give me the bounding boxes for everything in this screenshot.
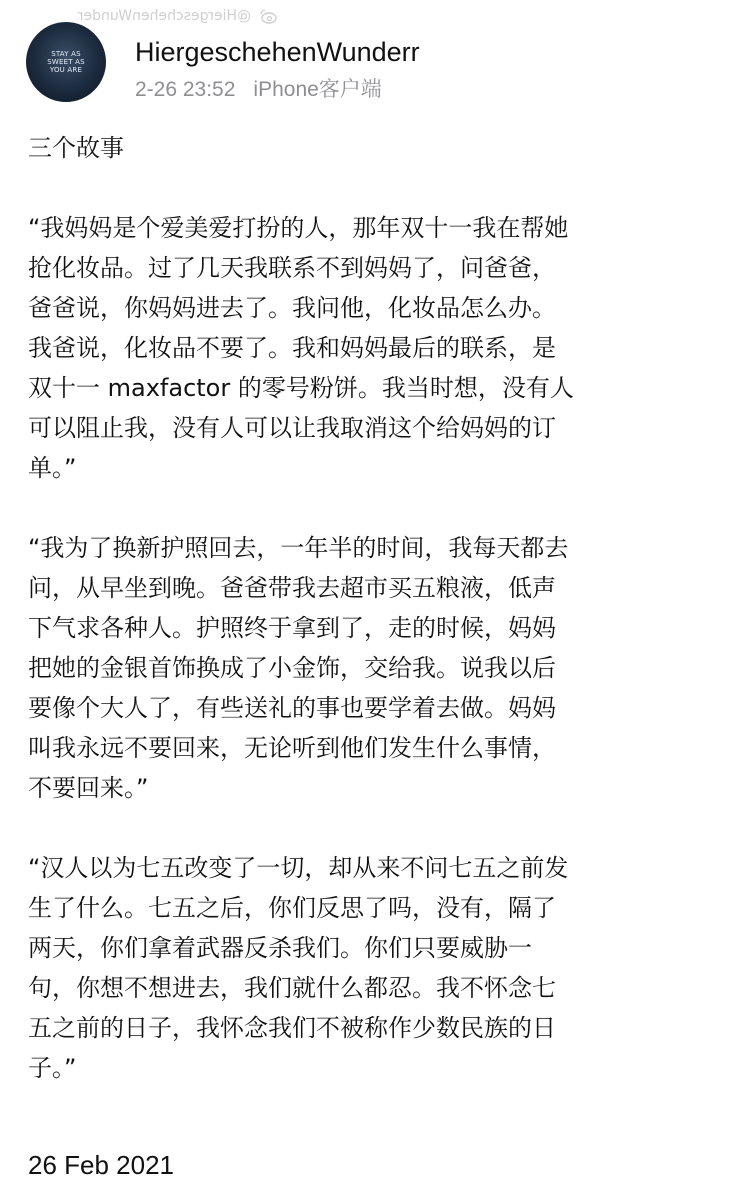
text-line: 抢化妆品。过了几天我联系不到妈妈了，问爸爸， [28,254,556,282]
watermark [7,4,277,28]
text-line: 叫我永远不要回来，无论听到他们发生什么事情， [28,734,556,762]
text-line: 生了什么。七五之后，你们反思了吗，没有，隔了 [28,894,556,922]
text-line: “汉人以为七五改变了一切，却从来不问七五之前发 [28,854,569,882]
text-line: 单。” [28,454,77,482]
post-body [28,128,708,1128]
post-client: iPhone客户端 [253,78,382,101]
post-timestamp: 2-26 23:52 [135,78,236,101]
text-line: “我为了换新护照回去，一年半的时间，我每天都去 [28,534,569,562]
post-date: 26 Feb 2021 [28,1150,175,1180]
story-paragraph-3 [28,848,708,1088]
text-line: 句，你想不想进去，我们就什么都忍。我不怀念七 [28,974,556,1002]
text-line: 子。” [28,1054,77,1082]
story-paragraph-2 [28,528,708,808]
weibo-logo-icon [259,7,277,25]
text-line: 可以阻止我，没有人可以让我取消这个给妈妈的订 [28,414,556,442]
text-line: 爸爸说，你妈妈进去了。我问他，化妆品怎么办。 [28,294,556,322]
text-line: 我爸说，化妆品不要了。我和妈妈最后的联系，是 [28,334,556,362]
text-line: “我妈妈是个爱美爱打扮的人，那年双十一我在帮她 [28,214,569,242]
username[interactable]: HiergeschehenWunderr [135,37,420,67]
text-line: 问，从早坐到晚。爸爸带我去超市买五粮液，低声 [28,574,556,602]
post-meta [135,77,382,103]
text-line: 下气求各种人。护照终于拿到了，走的时候，妈妈 [28,614,556,642]
story-paragraph-1 [28,208,708,488]
watermark-text: @HiergeschehenWunder [77,8,251,24]
text-line: 双十一 maxfactor 的零号粉饼。我当时想，没有人 [28,374,574,402]
avatar[interactable] [26,22,106,102]
text-line: 要像个大人了，有些送礼的事也要学着去做。妈妈 [28,694,556,722]
text-line: 把她的金银首饰换成了小金饰，交给我。说我以后 [28,654,556,682]
avatar-caption: STAY AS SWEET AS YOU ARE [47,50,85,74]
post-title: 三个故事 [28,134,124,162]
text-line: 不要回来。” [28,774,149,802]
text-line: 两天，你们拿着武器反杀我们。你们只要威胁一 [28,934,532,962]
text-line: 五之前的日子，我怀念我们不被称作少数民族的日 [28,1014,556,1042]
